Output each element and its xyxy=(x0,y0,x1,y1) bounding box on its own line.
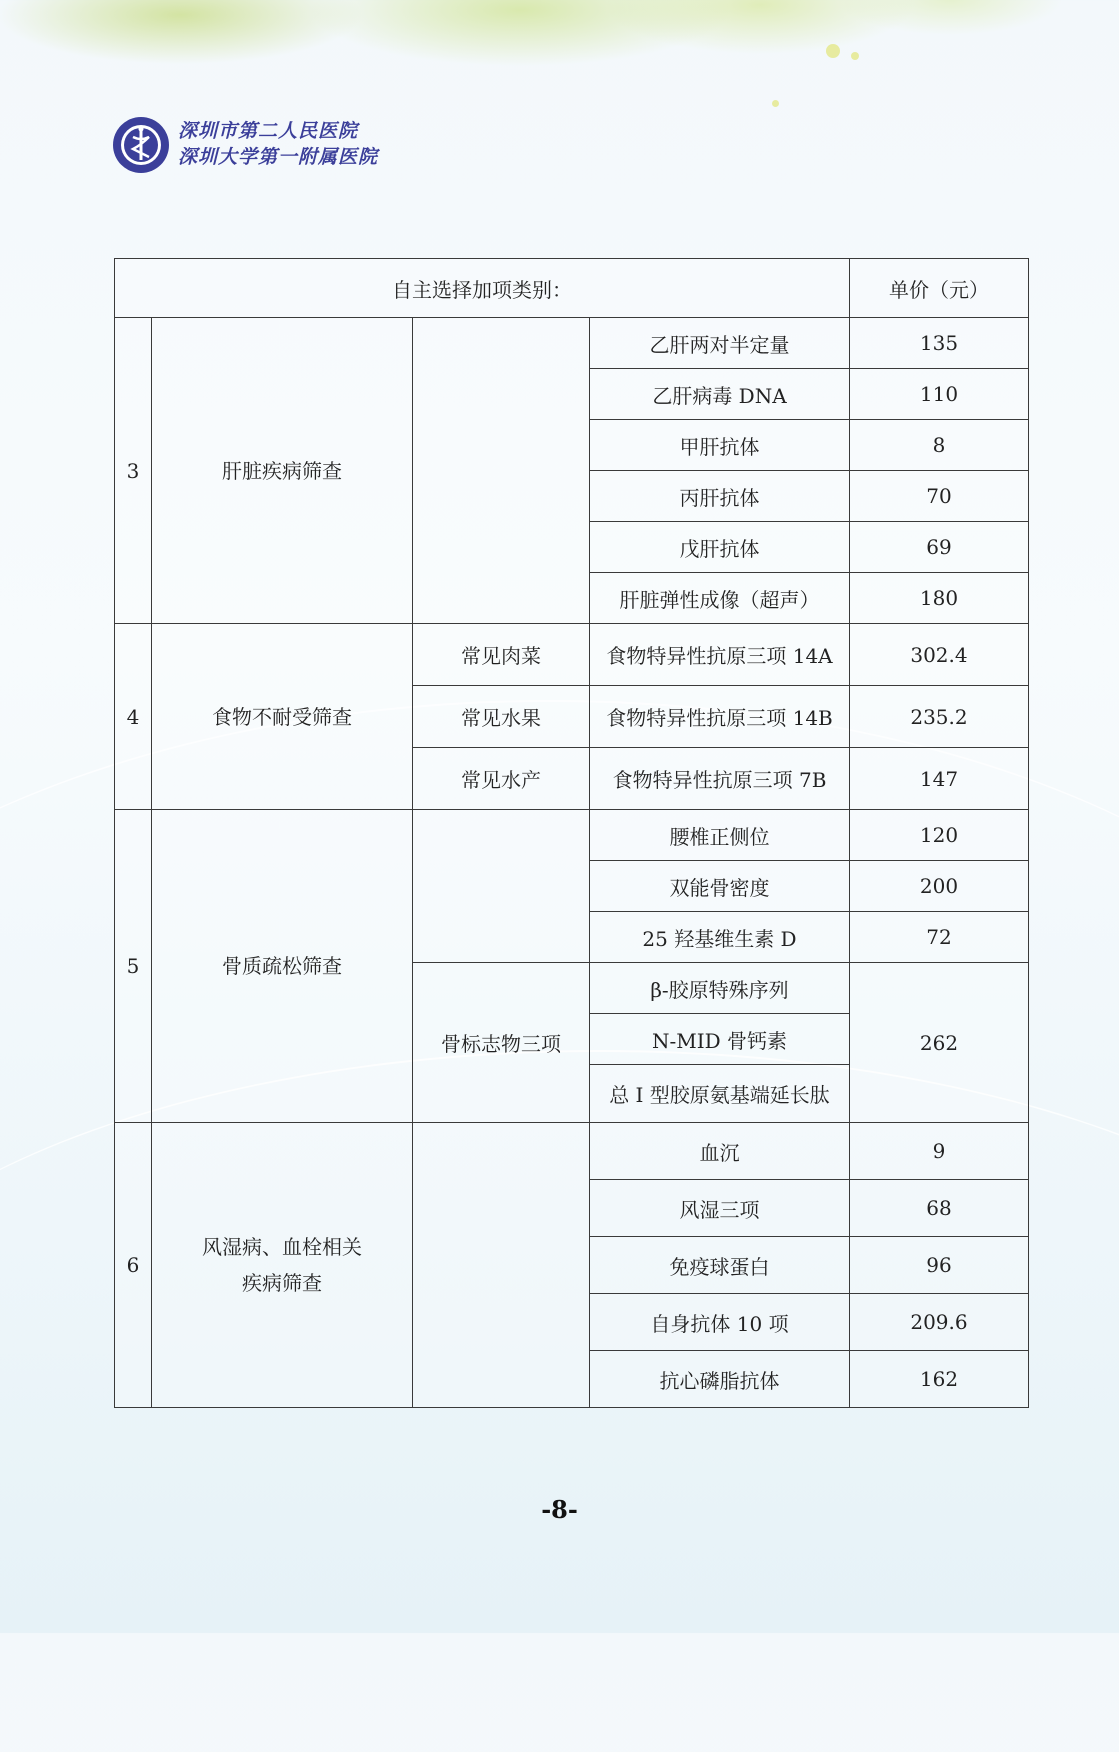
item-price: 9 xyxy=(850,1123,1029,1180)
subcategory-empty xyxy=(413,810,590,963)
page-number: -8- xyxy=(541,1495,578,1524)
category-name-line2: 疾病筛查 xyxy=(242,1271,322,1295)
item-name: 肝脏弹性成像（超声） xyxy=(590,573,850,624)
item-name: 风湿三项 xyxy=(590,1180,850,1237)
category-index: 5 xyxy=(115,810,152,1123)
category-name: 骨质疏松筛查 xyxy=(152,810,413,1123)
item-name: 丙肝抗体 xyxy=(590,471,850,522)
header-price: 单价（元） xyxy=(850,259,1029,318)
item-price: 135 xyxy=(850,318,1029,369)
item-name: β-胶原特殊序列 xyxy=(590,963,850,1014)
subcategory-name: 常见水果 xyxy=(413,686,590,748)
table-row xyxy=(115,624,1029,686)
hospital-logo xyxy=(111,115,171,175)
subcategory-name: 骨标志物三项 xyxy=(413,963,590,1123)
table-row xyxy=(115,1123,1029,1180)
decor-dot xyxy=(772,100,779,107)
item-price: 235.2 xyxy=(850,686,1029,748)
item-name: 乙肝病毒 DNA xyxy=(590,369,850,420)
table-row xyxy=(115,318,1029,369)
subcategory-empty xyxy=(413,1123,590,1408)
item-price: 162 xyxy=(850,1351,1029,1408)
item-name: 总 I 型胶原氨基端延长肽 xyxy=(590,1065,850,1123)
category-index: 4 xyxy=(115,624,152,810)
hospital-name-2: 深圳大学第一附属医院 xyxy=(178,146,379,168)
decor-dot xyxy=(826,44,840,58)
item-name: 食物特异性抗原三项 14A xyxy=(590,624,850,686)
decor-dot xyxy=(851,52,859,60)
category-name xyxy=(152,1123,413,1408)
item-price: 96 xyxy=(850,1237,1029,1294)
category-name-line1: 风湿病、血栓相关 xyxy=(202,1235,362,1259)
item-price: 180 xyxy=(850,573,1029,624)
subcategory-name: 常见水产 xyxy=(413,748,590,810)
item-price: 302.4 xyxy=(850,624,1029,686)
category-index: 3 xyxy=(115,318,152,624)
item-price: 110 xyxy=(850,369,1029,420)
table-row xyxy=(115,810,1029,861)
item-price: 72 xyxy=(850,912,1029,963)
item-price: 70 xyxy=(850,471,1029,522)
item-name: 乙肝两对半定量 xyxy=(590,318,850,369)
item-name: N-MID 骨钙素 xyxy=(590,1014,850,1065)
hospital-names xyxy=(178,118,378,170)
category-name: 肝脏疾病筛查 xyxy=(152,318,413,624)
item-name: 食物特异性抗原三项 14B xyxy=(590,686,850,748)
subcategory-empty xyxy=(413,318,590,624)
item-price: 262 xyxy=(850,963,1029,1123)
item-price: 147 xyxy=(850,748,1029,810)
item-name: 甲肝抗体 xyxy=(590,420,850,471)
item-price: 68 xyxy=(850,1180,1029,1237)
item-name: 抗心磷脂抗体 xyxy=(590,1351,850,1408)
exam-price-table xyxy=(114,258,1029,1408)
item-name: 腰椎正侧位 xyxy=(590,810,850,861)
item-name: 自身抗体 10 项 xyxy=(590,1294,850,1351)
table-header-row xyxy=(115,259,1029,318)
header-title: 自主选择加项类别： xyxy=(115,259,850,318)
item-price: 69 xyxy=(850,522,1029,573)
item-price: 8 xyxy=(850,420,1029,471)
item-name: 免疫球蛋白 xyxy=(590,1237,850,1294)
item-name: 食物特异性抗原三项 7B xyxy=(590,748,850,810)
item-name: 25 羟基维生素 D xyxy=(590,912,850,963)
leaf-background xyxy=(0,0,1119,120)
subcategory-name: 常见肉菜 xyxy=(413,624,590,686)
item-name: 双能骨密度 xyxy=(590,861,850,912)
category-index: 6 xyxy=(115,1123,152,1408)
item-price: 200 xyxy=(850,861,1029,912)
item-price: 209.6 xyxy=(850,1294,1029,1351)
item-name: 戊肝抗体 xyxy=(590,522,850,573)
category-name: 食物不耐受筛查 xyxy=(152,624,413,810)
item-price: 120 xyxy=(850,810,1029,861)
item-name: 血沉 xyxy=(590,1123,850,1180)
hospital-name-1: 深圳市第二人民医院 xyxy=(178,120,359,142)
